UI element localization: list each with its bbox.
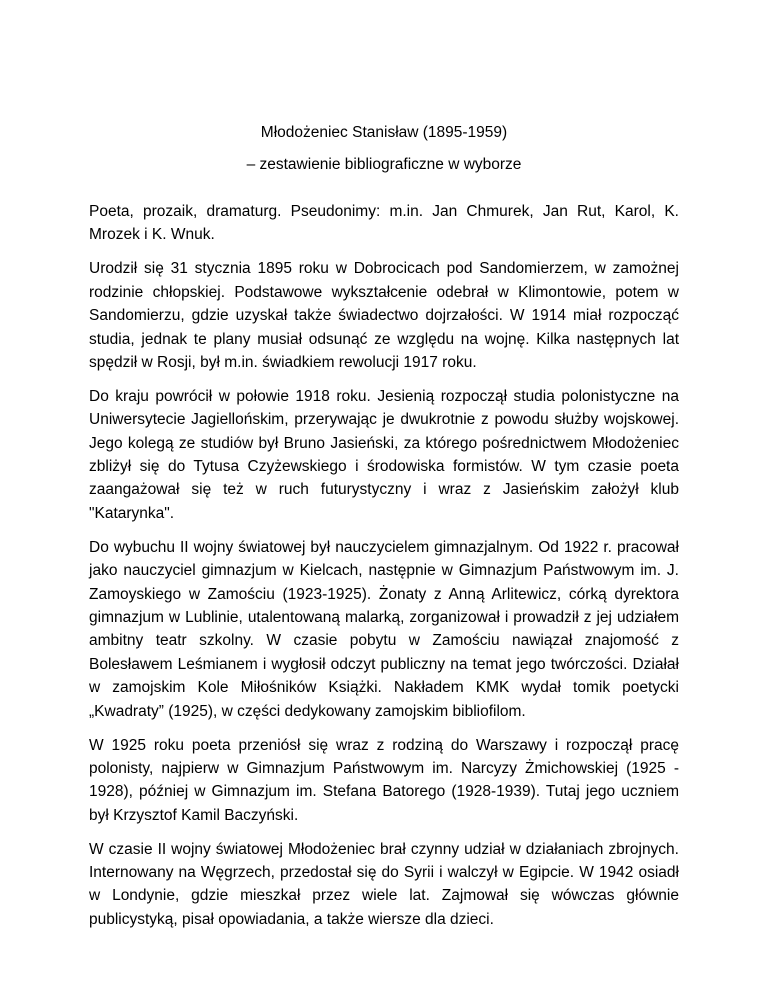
paragraph-warsaw: W 1925 roku poeta przeniósł się wraz z rodziną do Warszawy i rozpoczął pracę polonisty, najpierw w Gimnazjum Państwowym im. Narcyzy Żmichowskiej (1925 - 1928), później w Gimnazjum im. Stefana Batorego (1928-1939). Tutaj jego uczniem był Krzysztof Kamil Baczyński. bbox=[89, 736, 679, 824]
paragraph-pseudonyms: Poeta, prozaik, dramaturg. Pseudonimy: m.in. Jan Chmurek, Jan Rut, Karol, K. Mrozek i K. Wnuk. bbox=[89, 203, 679, 244]
paragraph-war: W czasie II wojny światowej Młodożeniec brał czynny udział w działaniach zbrojnych. Internowany na Węgrzech, przedostał się do Syrii i walczył w Egipcie. W 1942 osiadł w Londynie, gdzie mieszkał przez wiele lat. Zajmował się wówczas głównie publicystyką, pisał opowiadania, a także wiersze dla dzieci. bbox=[89, 840, 679, 928]
document-subtitle: – zestawienie bibliograficzne w wyborze bbox=[246, 156, 522, 173]
paragraph-studies: Do kraju powrócił w połowie 1918 roku. Jesienią rozpoczął studia polonistyczne na Uniwersytecie Jagiellońskim, przerywając je dwukrotnie z powodu służby wojskowej. Jego kolegą ze studiów był Bruno Jasieński, za którego pośrednictwem Młodożeniec zbliżył się do Tytusa Czyżewskiego i środowiska formistów. W tym czasie poeta zaangażował się też w ruch futurystyczny i wraz z Jasieńskim założył klub "Katarynka". bbox=[89, 387, 679, 522]
document-body bbox=[89, 200, 679, 942]
paragraph-early-life: Urodził się 31 stycznia 1895 roku w Dobrocicach pod Sandomierzem, w zamożnej rodzinie chłopskiej. Podstawowe wykształcenie odebrał w Klimontowie, potem w Sandomierzu, gdzie uzyskał także świadectwo dojrzałości. W 1914 miał rozpocząć studia, jednak te plany musiał odsunąć ze względu na wojnę. Kilka następnych lat spędził w Rosji, był m.in. świadkiem rewolucji 1917 roku. bbox=[89, 260, 679, 371]
title-block bbox=[0, 117, 768, 181]
paragraph-teaching-zamosc: Do wybuchu II wojny światowej był nauczycielem gimnazjalnym. Od 1922 r. pracował jako nauczyciel gimnazjum w Kielcach, następnie w Gimnazjum Państwowym im. J. Zamoyskiego w Zamościu (1923-1925). Żonaty z Anną Arlitewicz, córką dyrektora gimnazjum w Lublinie, utalentowaną malarką, zorganizował i prowadził z jej udziałem ambitny teatr szkolny. W czasie pobytu w Zamościu nawiązał znajomość z Bolesławem Leśmianem i wygłosił odczyt publiczny na temat jego twórczości. Działał w zamojskim Kole Miłośników Książki. Nakładem KMK wydał tomik poetycki „Kwadraty” (1925), w części dedykowany zamojskim bibliofilom. bbox=[89, 538, 679, 720]
document-title: Młodożeniec Stanisław (1895-1959) bbox=[260, 124, 508, 141]
